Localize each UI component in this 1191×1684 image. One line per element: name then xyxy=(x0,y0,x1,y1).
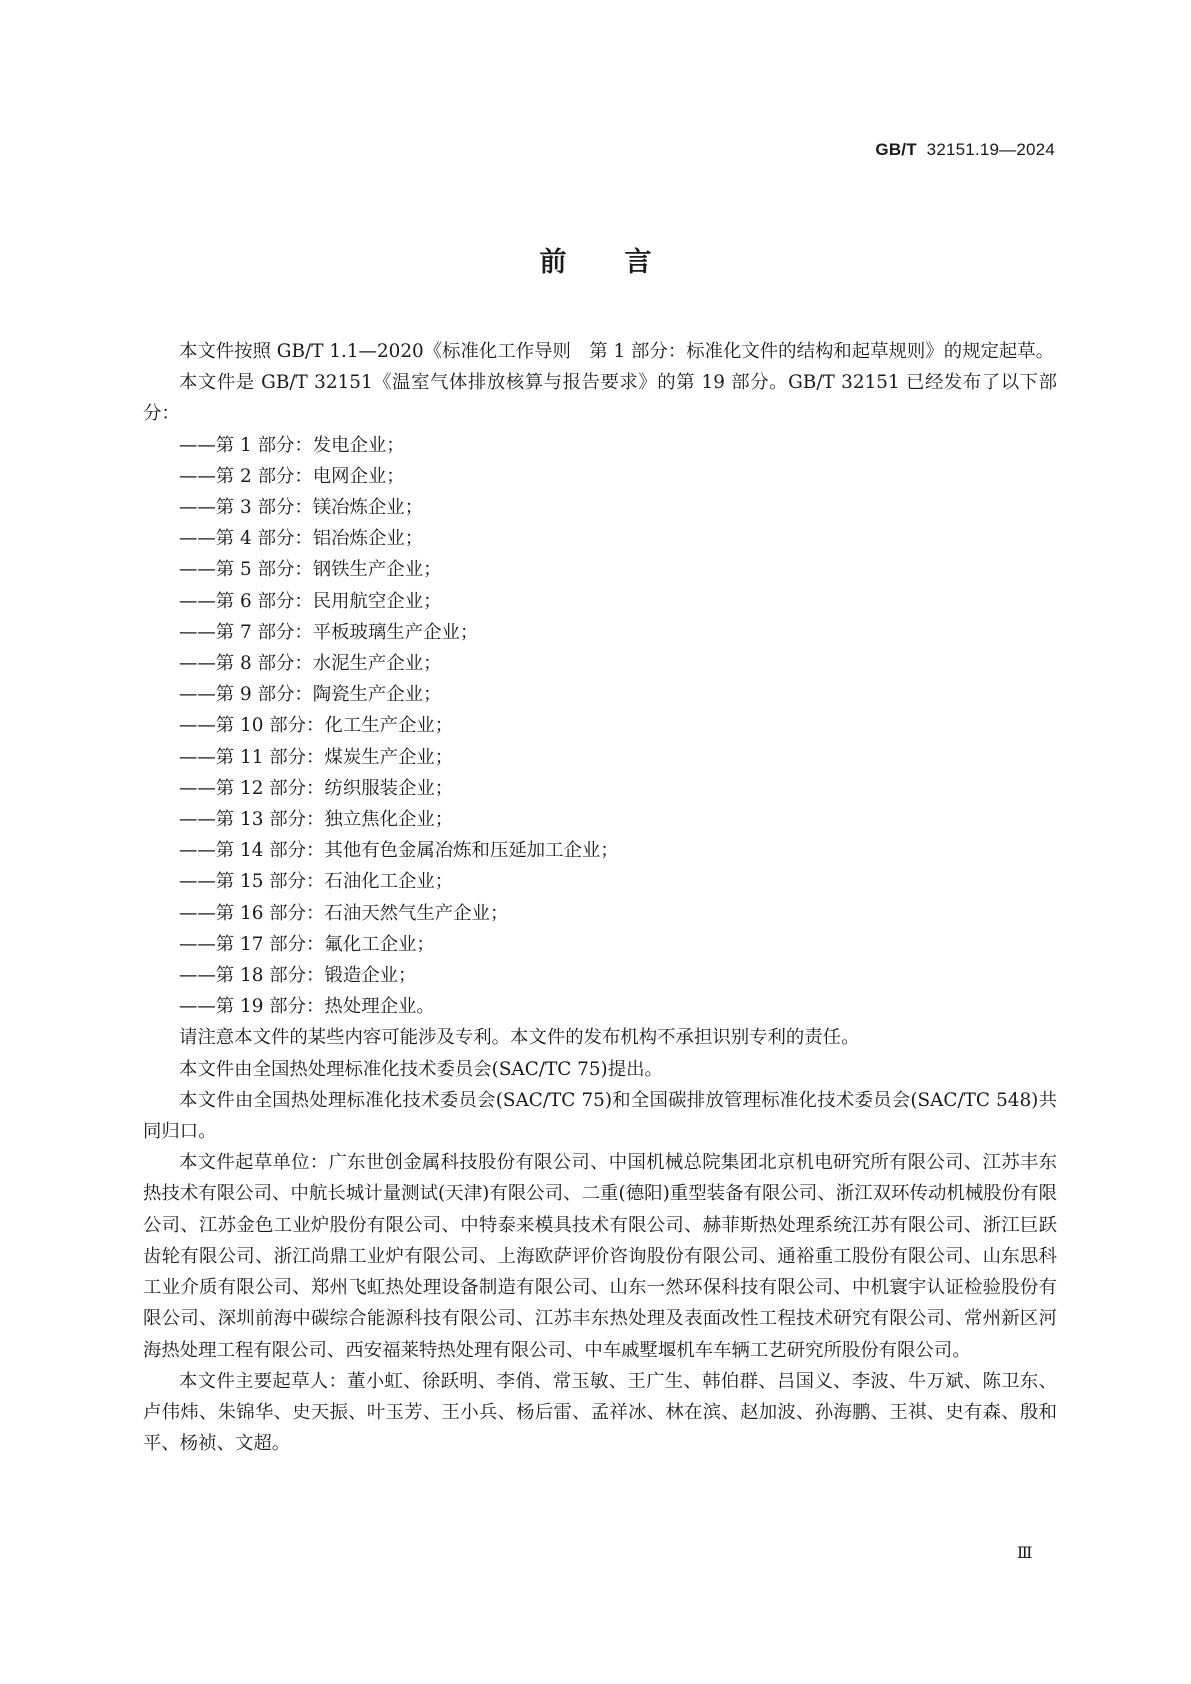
page-title: 前言 xyxy=(539,247,710,278)
standard-number: 32151.19—2024 xyxy=(926,140,1055,159)
part-list-item: ——第 3 部分：镁冶炼企业； xyxy=(179,497,424,519)
standard-code xyxy=(875,140,1055,160)
part-list-item: ——第 11 部分：煤炭生产企业； xyxy=(179,746,454,768)
part-list-item: ——第 19 部分：热处理企业。 xyxy=(179,996,435,1018)
standard-prefix: GB/T xyxy=(875,140,917,159)
part-list-item: ——第 2 部分：电网企业； xyxy=(179,465,405,487)
part-list-item: ——第 6 部分：民用航空企业； xyxy=(179,590,442,612)
part-list-item: ——第 14 部分：其他有色金属冶炼和压延加工企业； xyxy=(179,840,619,862)
paragraph-drafters: 本文件主要起草人：董小虹、徐跃明、李俏、常玉敏、王广生、韩伯群、吕国义、李波、牛万斌、陈卫东、卢伟炜、朱锦华、史天振、叶玉芳、王小兵、杨后雷、孟祥冰、林在滨、赵加波、孙海鹏、王祺、史有森、殷和平、杨祯、文超。 xyxy=(143,1370,1057,1455)
part-list-item: ——第 12 部分：纺织服装企业； xyxy=(179,777,454,799)
part-list-item: ——第 17 部分：氟化工企业； xyxy=(179,933,435,955)
paragraph-drafting-units: 本文件起草单位：广东世创金属科技股份有限公司、中国机械总院集团北京机电研究所有限公司、江苏丰东热技术有限公司、中航长城计量测试(天津)有限公司、二重(德阳)重型装备有限公司、浙江双环传动机械股份有限公司、江苏金色工业炉股份有限公司、中特泰来模具技术有限公司、赫菲斯热处理系统江苏有限公司、浙江巨跃齿轮有限公司、浙江尚鼎工业炉有限公司、上海欧萨评价咨询股份有限公司、通裕重工股份有限公司、山东思科工业介质有限公司、郑州飞虹热处理设备制造有限公司、山东一然环保科技有限公司、中机寰宇认证检验股份有限公司、深圳前海中碳综合能源科技有限公司、江苏丰东热处理及表面改性工程技术研究有限公司、常州新区河海热处理工程有限公司、西安福莱特热处理有限公司、中车戚墅堰机车车辆工艺研究所股份有限公司。 xyxy=(143,1152,1057,1361)
paragraph-drafting-rule: 本文件按照 GB/T 1.1—2020《标准化工作导则 第 1 部分：标准化文件的结构和起草规则》的规定起草。 xyxy=(179,341,1055,362)
part-list-item: ——第 5 部分：钢铁生产企业； xyxy=(179,559,442,581)
paragraph-administrator: 本文件由全国热处理标准化技术委员会(SAC/TC 75)和全国碳排放管理标准化技术委员会(SAC/TC 548)共同归口。 xyxy=(143,1089,1057,1143)
part-list-item: ——第 9 部分：陶瓷生产企业； xyxy=(179,684,442,706)
paragraph-series-intro: 本文件是 GB/T 32151《温室气体排放核算与报告要求》的第 19 部分。GB/T 32151 已经发布了以下部分： xyxy=(143,372,1057,425)
part-list-item: ——第 15 部分：石油化工企业； xyxy=(179,871,454,893)
foreword-body xyxy=(143,336,1057,1459)
paragraph-patent-notice: 请注意本文件的某些内容可能涉及专利。本文件的发布机构不承担识别专利的责任。 xyxy=(179,1027,860,1049)
part-list-item: ——第 4 部分：铝冶炼企业； xyxy=(179,528,424,550)
part-list-item: ——第 1 部分：发电企业； xyxy=(179,434,405,456)
paragraph-proposer: 本文件由全国热处理标准化技术委员会(SAC/TC 75)提出。 xyxy=(179,1058,663,1080)
part-list-item: ——第 13 部分：独立焦化企业； xyxy=(179,809,454,831)
part-list-item: ——第 10 部分：化工生产企业； xyxy=(179,715,454,737)
page-number: Ⅲ xyxy=(1017,1543,1033,1562)
part-list-item: ——第 18 部分：锻造企业； xyxy=(179,965,417,987)
part-list-item: ——第 16 部分：石油天然气生产企业； xyxy=(179,902,509,924)
part-list-item: ——第 8 部分：水泥生产企业； xyxy=(179,653,442,675)
part-list-item: ——第 7 部分：平板玻璃生产企业； xyxy=(179,621,479,643)
